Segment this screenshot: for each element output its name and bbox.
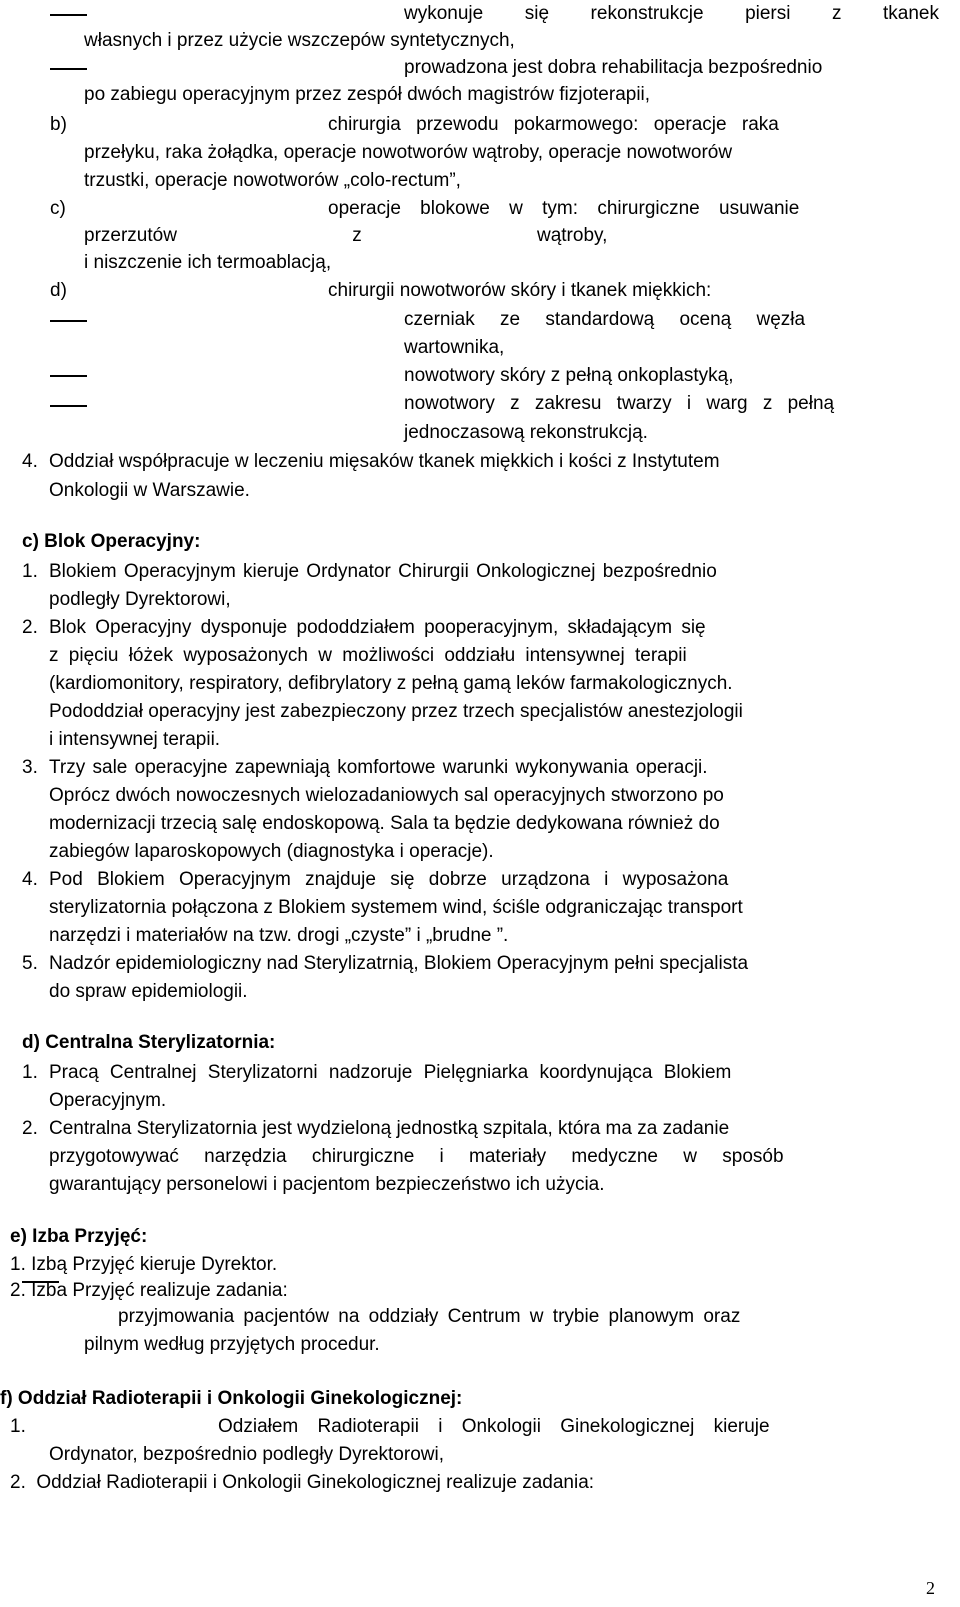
text-line: 2. Oddział Radioterapii i Onkologii Ginekologicznej realizuje zadania:: [10, 1472, 595, 1493]
text-line: Odziałem Radioterapii i Onkologii Ginekologicznej kieruje: [218, 1416, 770, 1437]
text-line: podległy Dyrektorowi,: [49, 589, 231, 610]
list-marker: 1.: [22, 561, 38, 582]
text-line: po zabiegu operacyjnym przez zespół dwóch magistrów fizjoterapii,: [84, 84, 651, 105]
text-line: chirurgii nowotworów skóry i tkanek miękkich:: [328, 280, 712, 301]
text-line: czerniak ze standardową oceną węzła: [404, 309, 806, 330]
list-marker: 1.: [10, 1416, 26, 1437]
list-marker: 2.: [22, 1118, 38, 1139]
list-marker: 5.: [22, 953, 38, 974]
bullet-dash: [50, 68, 87, 70]
text-line: prowadzona jest dobra rehabilitacja bezpośrednio: [404, 57, 823, 78]
text-line: Oddział współpracuje w leczeniu mięsaków tkanek miękkich i kości z Instytutem: [49, 451, 720, 472]
section-heading: f) Oddział Radioterapii i Onkologii Ginekologicznej:: [0, 1388, 463, 1409]
bullet-dash: [50, 14, 87, 16]
text-line: Trzy sale operacyjne zapewniają komfortowe warunki wykonywania operacji.: [49, 757, 708, 778]
text-line: przełyku, raka żołądka, operacje nowotworów wątroby, operacje nowotworów: [84, 142, 733, 163]
text-line: Operacyjnym.: [49, 1090, 167, 1111]
text-line: wartownika,: [404, 337, 505, 358]
list-marker: 4.: [22, 451, 38, 472]
word: tkanek: [883, 3, 939, 24]
text-line: Pod Blokiem Operacyjnym znajduje się dobrze urządzona i wyposażona: [49, 869, 729, 890]
text-line: nowotwory skóry z pełną onkoplastyką,: [404, 365, 734, 386]
text-line: narzędzi i materiałów na tzw. drogi „czyste” i „brudne ”.: [49, 925, 509, 946]
text-line: Ordynator, bezpośrednio podległy Dyrektorowi,: [49, 1444, 444, 1465]
text-line: sterylizatornia połączona z Blokiem systemem wind, ściśle odgraniczając transport: [49, 897, 743, 918]
text-line: Pracą Centralnej Sterylizatorni nadzoruje Pielęgniarka koordynująca Blokiem: [49, 1062, 732, 1083]
section-heading: d) Centralna Sterylizatornia:: [22, 1032, 276, 1053]
list-marker: b): [50, 114, 67, 135]
text-line: zabiegów laparoskopowych (diagnostyka i operacje).: [49, 841, 494, 862]
bullet-dash: [50, 405, 87, 407]
text-line: Centralna Sterylizatornia jest wydzieloną jednostką szpitala, która ma za zadanie: [49, 1118, 730, 1139]
list-marker: c): [50, 198, 66, 219]
list-marker: 2.: [22, 617, 38, 638]
word: wykonuje: [404, 3, 484, 24]
text-line: modernizacji trzecią salę endoskopową. Sala ta będzie dedykowana również do: [49, 813, 720, 834]
word: piersi: [745, 3, 791, 24]
text-line: i intensywnej terapii.: [49, 729, 221, 750]
word: rekonstrukcje: [590, 3, 704, 24]
text-line: przygotowywać narzędzia chirurgiczne i materiały medyczne w sposób: [49, 1146, 784, 1167]
text-line: trzustki, operacje nowotworów „colo-rectum”,: [84, 170, 461, 191]
text-line: chirurgia przewodu pokarmowego: operacje raka: [328, 114, 779, 135]
text-line: własnych i przez użycie wszczepów syntetycznych,: [84, 30, 515, 51]
text-line: [404, 2, 939, 26]
text-line: nowotwory z zakresu twarzy i warg z pełną: [404, 393, 835, 414]
text-line: z pięciu łóżek wyposażonych w możliwości oddziału intensywnej terapii: [49, 645, 687, 666]
section-heading: c) Blok Operacyjny:: [22, 531, 201, 552]
text-line: przerzutów z wątroby,: [84, 225, 608, 246]
list-marker: 1.: [22, 1062, 38, 1083]
bullet-dash: [50, 320, 87, 322]
page-number: 2: [926, 1578, 935, 1598]
bullet-dash: [50, 375, 87, 377]
text-line: i niszczenie ich termoablacją,: [84, 252, 332, 273]
text-line: Nadzór epidemiologiczny nad Sterylizatrnią, Blokiem Operacyjnym pełni specjalista: [49, 953, 749, 974]
list-marker: 3.: [22, 757, 38, 778]
text-line: Pododdział operacyjny jest zabezpieczony przez trzech specjalistów anestezjologii: [49, 701, 743, 722]
text-line: Blokiem Operacyjnym kieruje Ordynator Chirurgii Onkologicznej bezpośrednio: [49, 561, 717, 582]
list-marker: d): [50, 280, 67, 301]
text-line: Oprócz dwóch nowoczesnych wielozadaniowych sal operacyjnych stworzono po: [49, 785, 724, 806]
section-heading: e) Izba Przyjęć:: [10, 1226, 148, 1247]
text-line: operacje blokowe w tym: chirurgiczne usuwanie: [328, 198, 800, 219]
text-line: do spraw epidemiologii.: [49, 981, 248, 1002]
list-marker: 4.: [22, 869, 38, 890]
text-line: Blok Operacyjny dysponuje pododdziałem pooperacyjnym, składającym się: [49, 617, 706, 638]
word: się: [524, 3, 550, 24]
text-line: przyjmowania pacjentów na oddziały Centrum w trybie planowym oraz: [118, 1306, 741, 1327]
text-line: Onkologii w Warszawie.: [49, 480, 250, 501]
text-line: gwarantujący personelowi i pacjentom bezpieczeństwo ich użycia.: [49, 1174, 605, 1195]
word: z: [831, 3, 842, 24]
text-line: 2. Izba Przyjęć realizuje zadania:: [10, 1280, 288, 1301]
text-line: 1. Izbą Przyjęć kieruje Dyrektor.: [10, 1254, 278, 1275]
text-line: pilnym według przyjętych procedur.: [84, 1334, 380, 1355]
text-line: jednoczasową rekonstrukcją.: [404, 422, 648, 443]
text-line: (kardiomonitory, respiratory, defibrylatory z pełną gamą leków farmakologicznych.: [49, 673, 733, 694]
